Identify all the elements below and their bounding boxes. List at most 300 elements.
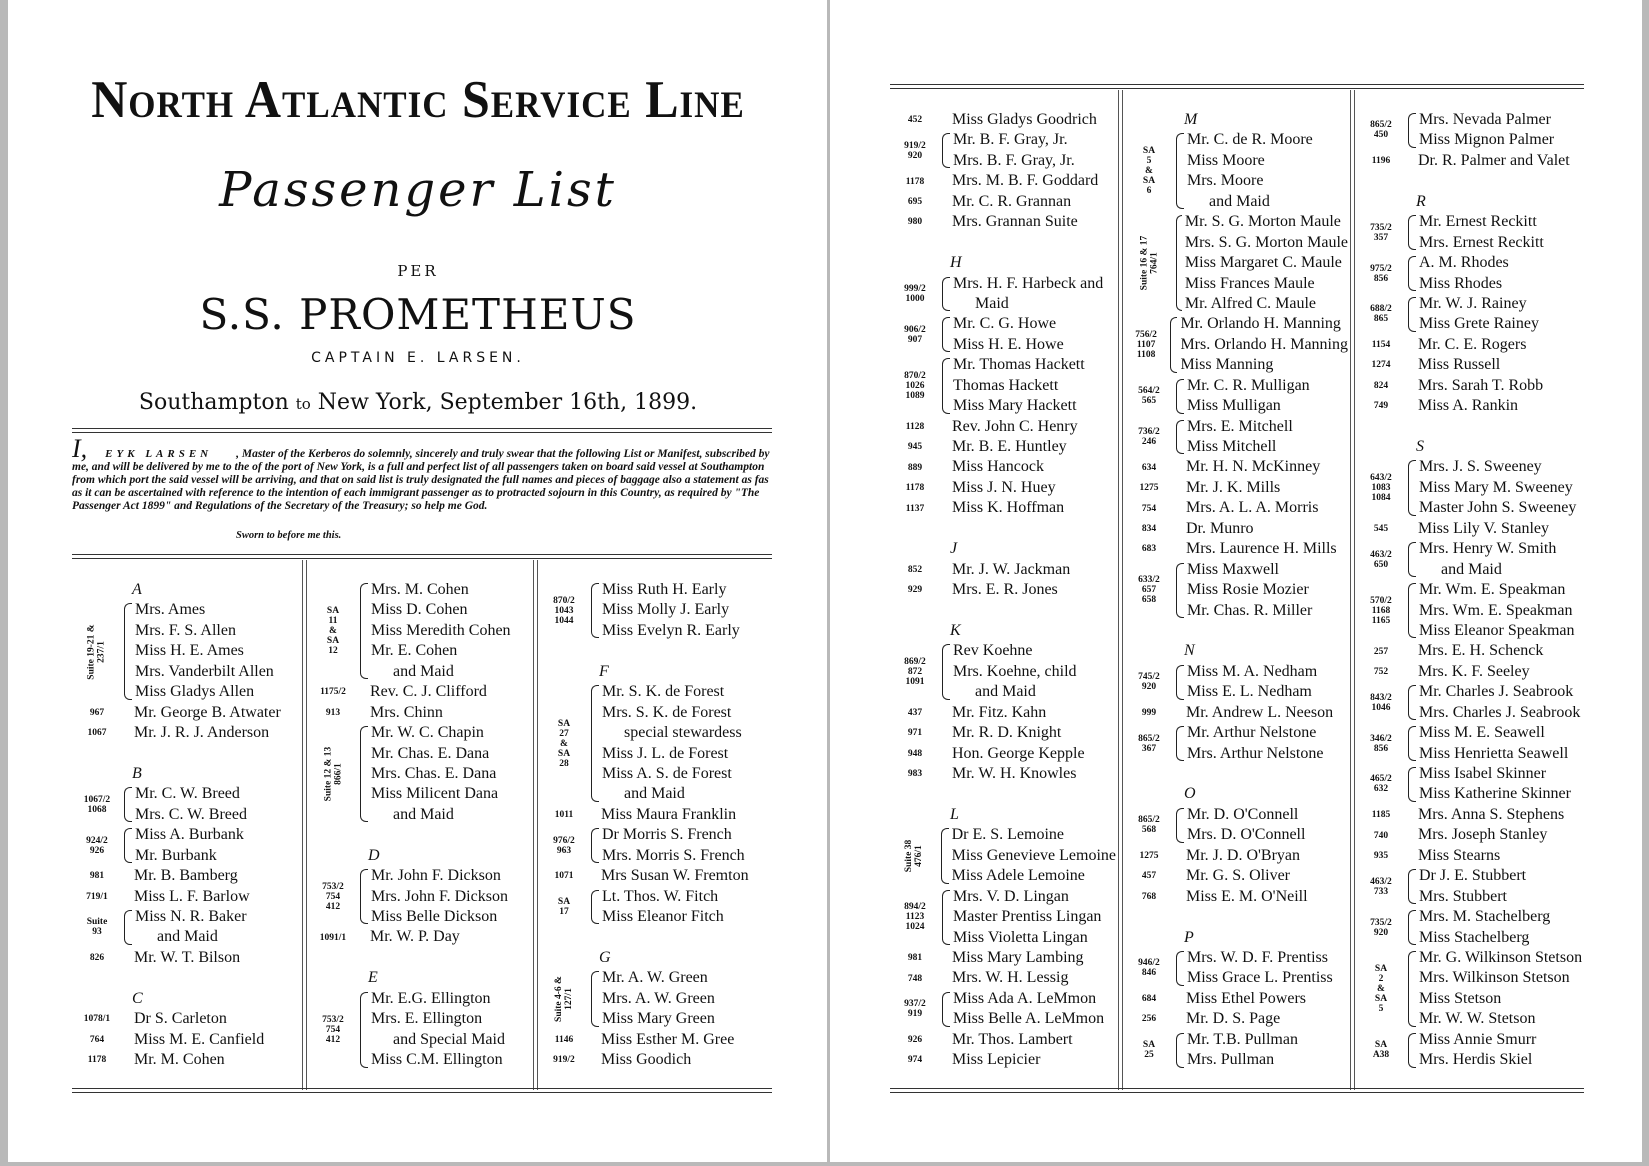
names <box>602 887 724 928</box>
passenger-entry <box>890 1030 1116 1050</box>
passenger-name: Miss Belle A. LeMmon <box>953 1010 1105 1028</box>
group-bracket <box>360 726 368 822</box>
passenger-name: Mrs. F. S. Allen <box>135 621 236 639</box>
room-number-text: 894/2 1123 1024 <box>904 902 926 933</box>
passenger-name: Mr. Alfred C. Maule <box>1184 294 1316 312</box>
passenger-name: and Maid <box>624 785 685 803</box>
bracket-spacer <box>940 948 952 968</box>
bracket-spacer <box>940 968 952 988</box>
names <box>1187 1030 1298 1071</box>
passenger-entry <box>308 723 530 825</box>
section-letter: J <box>950 540 958 558</box>
oath-text <box>72 434 772 513</box>
group-bracket <box>1408 113 1416 148</box>
names <box>952 192 1071 212</box>
passenger-entry <box>308 703 530 723</box>
room-number <box>1124 130 1174 212</box>
passenger-entry <box>1124 1030 1348 1071</box>
names <box>1419 294 1539 335</box>
passenger-entry <box>1124 212 1348 314</box>
names <box>1418 641 1543 661</box>
room-number <box>1124 723 1174 764</box>
room-number <box>890 212 940 232</box>
room-number <box>539 968 589 1029</box>
names <box>1419 682 1580 723</box>
room-number-text: 852 <box>907 564 923 575</box>
room-number <box>308 723 358 825</box>
room-number-text: SA 5 & SA 6 <box>1142 146 1156 197</box>
passenger-entry <box>539 887 773 928</box>
passenger-name: Miss C.M. Ellington <box>371 1051 503 1069</box>
passenger-entry <box>1356 723 1586 764</box>
names <box>952 478 1056 498</box>
room-number-text: 684 <box>1141 994 1157 1005</box>
passenger-name: Mr. Ernest Reckitt <box>1419 213 1537 231</box>
room-number <box>890 1030 940 1050</box>
room-number <box>1356 580 1406 641</box>
passenger-name: Mrs. Wm. E. Speakman <box>1419 601 1573 619</box>
names <box>1186 703 1333 723</box>
divider <box>72 428 772 433</box>
passenger-entry <box>1124 866 1348 886</box>
passenger-column <box>1124 110 1348 1071</box>
passenger-name: Miss H. E. Howe <box>953 335 1064 353</box>
passenger-entry <box>1356 825 1586 845</box>
passenger-name: and Maid <box>393 805 454 823</box>
passenger-name: Mr. D. S. Page <box>1186 1010 1281 1028</box>
room-number <box>539 580 589 641</box>
room-number-text: 971 <box>907 728 923 739</box>
passenger-name: Miss Annie Smurr <box>1419 1030 1537 1048</box>
group-bracket <box>1408 726 1416 761</box>
passenger-name: Miss Mary M. Sweeney <box>1419 478 1573 496</box>
room-number-text: 1175/2 <box>320 687 346 698</box>
names <box>371 580 511 682</box>
passenger-name: Mrs. Morris S. French <box>602 846 745 864</box>
names <box>1419 948 1582 1030</box>
room-number-text: 1091/1 <box>319 932 347 943</box>
names <box>370 927 460 947</box>
room-number-text: 976/2 963 <box>553 835 575 856</box>
passenger-name: Miss Ruth H. Early <box>602 581 727 598</box>
room-number-text: 437 <box>907 707 923 718</box>
room-number-text: 688/2 865 <box>1370 304 1392 325</box>
names <box>1419 1030 1536 1071</box>
group-bracket <box>1176 215 1182 311</box>
spacer <box>1124 621 1348 641</box>
room-number <box>1356 1030 1406 1071</box>
names <box>601 1050 691 1070</box>
section-letter: D <box>368 846 380 864</box>
passenger-name: Miss Margaret C. Maule <box>1184 254 1342 272</box>
room-number-text: Suite 12 & 13 866/1 <box>323 746 343 802</box>
passenger-name: Mrs. Sarah T. Robb <box>1418 376 1544 394</box>
passenger-name: Mr. W. J. Rainey <box>1419 294 1527 312</box>
spacer <box>890 601 1116 621</box>
passenger-entry <box>539 1030 773 1050</box>
passenger-name: Mr. Fitz. Kahn <box>952 703 1047 721</box>
passenger-name: Miss L. F. Barlow <box>134 887 250 905</box>
room-number <box>308 682 358 702</box>
passenger-name: Mrs. W. D. F. Prentiss <box>1187 948 1328 966</box>
bracket-spacer <box>940 192 952 212</box>
passenger-name: Lt. Thos. W. Fitch <box>602 887 719 905</box>
room-number <box>72 1050 122 1070</box>
room-number <box>890 825 939 886</box>
passenger-name: Mr. D. O'Connell <box>1187 805 1299 823</box>
passenger-name: Mr. B. F. Gray, Jr. <box>953 131 1068 149</box>
passenger-entry <box>1124 846 1348 866</box>
captain-name: CAPTAIN E. LARSEN. <box>311 350 525 366</box>
room-number <box>1356 682 1406 723</box>
bracket-spacer <box>1406 355 1418 375</box>
names <box>135 825 244 866</box>
names <box>134 1030 264 1050</box>
passenger-name: Mr. J. D. O'Bryan <box>1186 846 1300 864</box>
names <box>602 968 715 1029</box>
passenger-name: Mr. M. Cohen <box>134 1051 225 1069</box>
room-number-text: 919/2 <box>553 1055 575 1066</box>
group-bracket <box>1408 910 1416 945</box>
room-number <box>890 968 940 988</box>
column-divider <box>302 560 307 1090</box>
passenger-name: Mrs. Joseph Stanley <box>1418 826 1548 844</box>
passenger-name: Mr. E. Cohen <box>371 642 458 660</box>
passenger-entry <box>308 989 530 1071</box>
passenger-entry <box>1356 764 1586 805</box>
group-bracket <box>1408 869 1416 904</box>
bracket-spacer <box>1406 805 1418 825</box>
passenger-name: Mrs. Ames <box>135 601 206 619</box>
ship-name: S.S. PROMETHEUS <box>199 290 637 339</box>
group-bracket <box>360 992 368 1068</box>
names <box>952 723 1061 743</box>
passenger-name: Miss E. M. O'Neill <box>1186 887 1308 905</box>
room-number-text: 457 <box>1141 871 1157 882</box>
bracket-spacer <box>358 703 370 723</box>
group-bracket <box>1408 583 1416 638</box>
names <box>1187 948 1333 989</box>
room-number <box>308 866 358 927</box>
room-number-text: Suite 93 <box>86 917 108 938</box>
names <box>1186 457 1320 477</box>
passenger-column <box>890 110 1116 1071</box>
passenger-entry <box>1356 846 1586 866</box>
room-number <box>890 744 940 764</box>
room-number-text: 983 <box>907 769 923 780</box>
passenger-entry <box>1356 376 1586 396</box>
passenger-entry <box>1124 457 1348 477</box>
passenger-name: Mr. H. N. McKinney <box>1186 458 1321 476</box>
passenger-name: Miss Mignon Palmer <box>1419 131 1555 149</box>
passenger-entry <box>1124 498 1348 518</box>
passenger-name: Mr. W. H. Knowles <box>952 765 1077 782</box>
group-bracket <box>1176 951 1184 986</box>
passenger-entry <box>890 744 1116 764</box>
spacer <box>1124 907 1348 927</box>
room-number-text: 913 <box>325 707 341 718</box>
passenger-name: Rev Koehne <box>953 642 1033 660</box>
bracket-spacer <box>358 682 370 702</box>
passenger-name: Mrs. Laurence H. Mills <box>1186 540 1337 558</box>
passenger-entry <box>1356 212 1586 253</box>
room-number <box>1356 335 1406 355</box>
room-number <box>1356 355 1406 375</box>
passenger-name: Mr. W. C. Chapin <box>371 724 484 742</box>
passenger-name: Mrs. A. L. A. Morris <box>1186 499 1319 517</box>
column-divider <box>533 560 538 1090</box>
room-number <box>1356 866 1406 907</box>
passenger-column <box>308 580 530 1071</box>
passenger-entry <box>1124 130 1348 212</box>
room-number-text: 346/2 856 <box>1370 733 1392 754</box>
passenger-name: Miss Esther M. Gree <box>601 1030 735 1048</box>
room-number <box>890 110 940 130</box>
spacer <box>890 233 1116 253</box>
passenger-entry <box>1124 417 1348 458</box>
passenger-name: Mr. C. G. Howe <box>953 315 1057 333</box>
room-number <box>308 927 358 947</box>
passenger-name: Rev. C. J. Clifford <box>370 683 487 701</box>
names <box>1418 355 1500 375</box>
passenger-name: and Special Maid <box>393 1030 505 1048</box>
passenger-entry <box>1356 457 1586 518</box>
passenger-name: Maid <box>975 294 1009 312</box>
bracket-spacer <box>940 703 952 723</box>
passenger-entry <box>1356 805 1586 825</box>
passenger-entry <box>1124 989 1348 1009</box>
names <box>1180 314 1348 375</box>
column-divider <box>1118 90 1123 1090</box>
names <box>1186 478 1280 498</box>
names <box>1186 1009 1280 1029</box>
names <box>134 948 240 968</box>
passenger-entry <box>890 641 1116 702</box>
passenger-entry <box>1356 948 1586 1030</box>
passenger-name: Miss Belle Dickson <box>371 908 498 925</box>
group-bracket <box>360 583 368 679</box>
names <box>1186 846 1300 866</box>
room-number <box>1124 478 1174 498</box>
passenger-entry <box>1124 723 1348 764</box>
passenger-name: Mrs. Vanderbilt Allen <box>135 662 274 680</box>
route-destination-date: New York, September 16th, 1899. <box>317 390 698 415</box>
spacer <box>539 927 773 947</box>
passenger-name: Miss J. L. de Forest <box>602 744 729 762</box>
names <box>952 968 1068 988</box>
passenger-entry <box>1356 682 1586 723</box>
room-number-text: 945 <box>907 442 923 453</box>
passenger-entry <box>308 866 530 927</box>
passenger-name: Mr. Thos. Lambert <box>952 1030 1073 1048</box>
bracket-spacer <box>122 887 134 907</box>
passenger-name: Mr. George B. Atwater <box>134 703 281 721</box>
passenger-name: and Maid <box>157 928 218 946</box>
left-page <box>8 0 827 1162</box>
passenger-name: Miss Stachelberg <box>1419 928 1530 946</box>
names <box>1419 764 1571 805</box>
passenger-entry <box>890 192 1116 212</box>
passenger-name: Mrs. M. Cohen <box>371 581 469 598</box>
group-bracket <box>942 277 950 312</box>
group-bracket <box>1176 563 1184 618</box>
passenger-entry <box>1356 539 1586 580</box>
names <box>952 948 1084 968</box>
passenger-name: Miss A. S. de Forest <box>602 764 732 782</box>
passenger-entry <box>1356 396 1586 416</box>
passenger-name: and Maid <box>1209 192 1270 210</box>
passenger-name: Mrs. K. F. Seeley <box>1418 662 1530 680</box>
passenger-name: Mrs. A. W. Green <box>602 989 715 1007</box>
bracket-spacer <box>589 866 601 886</box>
room-number-text: 865/2 450 <box>1370 120 1392 141</box>
room-number-text: 463/2 650 <box>1370 549 1392 570</box>
passenger-name: Mr. G. Wilkinson Stetson <box>1419 948 1583 966</box>
room-number-text: SA 2 & SA 5 <box>1374 963 1388 1014</box>
names <box>1186 866 1290 886</box>
passenger-name: Miss Isabel Skinner <box>1419 765 1547 782</box>
passenger-entry <box>1356 580 1586 641</box>
section-letter: M <box>1184 111 1198 128</box>
passenger-name: Miss Stearns <box>1418 846 1501 864</box>
per-label: PER <box>397 262 439 280</box>
room-number <box>890 948 940 968</box>
passenger-column <box>539 580 773 1071</box>
route-from: Southampton <box>138 390 289 415</box>
names <box>602 682 742 805</box>
room-number-text: 1275 <box>1139 483 1159 494</box>
passenger-name: Miss Mitchell <box>1187 438 1277 455</box>
passenger-entry <box>890 968 1116 988</box>
names <box>952 437 1067 457</box>
passenger-entry <box>1356 355 1586 375</box>
passenger-column <box>72 580 300 1071</box>
passenger-name: Mr. B. E. Huntley <box>952 438 1067 455</box>
passenger-name: Master John S. Sweeney <box>1419 499 1577 517</box>
room-number-text: 740 <box>1373 830 1389 841</box>
room-number-text: 824 <box>1373 380 1389 391</box>
bracket-spacer <box>122 866 134 886</box>
room-number <box>890 764 940 784</box>
names <box>601 805 736 825</box>
passenger-entry <box>1124 703 1348 723</box>
group-bracket <box>942 644 950 699</box>
room-number <box>1356 253 1406 294</box>
room-number <box>890 580 940 600</box>
names <box>1418 662 1530 682</box>
group-bracket <box>942 317 950 352</box>
room-number <box>1124 1009 1174 1029</box>
room-number-text: 564/2 565 <box>1138 386 1160 407</box>
room-number <box>1356 519 1406 539</box>
room-number <box>1124 846 1174 866</box>
passenger-name: Miss Milicent Dana <box>371 785 499 803</box>
room-number-text: 735/2 357 <box>1370 222 1392 243</box>
room-number <box>890 560 940 580</box>
group-bracket <box>591 890 599 925</box>
names <box>1419 907 1550 948</box>
room-number <box>1124 417 1174 458</box>
room-number <box>1124 457 1174 477</box>
room-number-text: 1274 <box>1371 360 1391 371</box>
section-letter: K <box>950 621 961 639</box>
names <box>952 560 1070 580</box>
room-number-text: 967 <box>89 707 105 718</box>
room-number <box>1356 457 1406 518</box>
room-number-text: 869/2 872 1091 <box>904 657 926 688</box>
room-number <box>1356 151 1406 171</box>
bracket-spacer <box>1174 1009 1186 1029</box>
room-number <box>539 1030 589 1050</box>
passenger-entry <box>890 703 1116 723</box>
divider <box>72 1088 772 1093</box>
bracket-spacer <box>1406 662 1418 682</box>
group-bracket <box>591 828 599 863</box>
room-number-text: SA 25 <box>1142 1040 1156 1061</box>
room-number-text: 919/2 920 <box>904 140 926 161</box>
names <box>1187 417 1293 458</box>
bracket-spacer <box>122 723 134 743</box>
passenger-entry <box>890 130 1116 171</box>
room-number <box>72 866 122 886</box>
room-number <box>1356 396 1406 416</box>
bracket-spacer <box>940 212 952 232</box>
group-bracket <box>1408 542 1416 577</box>
names <box>1419 723 1568 764</box>
passenger-entry <box>72 887 300 907</box>
bracket-spacer <box>589 1050 601 1070</box>
group-bracket <box>942 133 950 168</box>
passenger-entry <box>890 314 1116 355</box>
passenger-entry <box>1124 805 1348 846</box>
section-letter: L <box>950 805 959 823</box>
bracket-spacer <box>940 498 952 518</box>
room-number-text: SA 17 <box>557 897 571 917</box>
names <box>952 417 1078 437</box>
passenger-entry <box>1124 662 1348 703</box>
room-number-text: 756/2 1107 1108 <box>1135 330 1157 361</box>
room-number <box>1356 948 1406 1030</box>
passenger-name: Mr. John F. Dickson <box>371 867 501 885</box>
passenger-entry <box>890 498 1116 518</box>
room-number-text: 999 <box>1141 707 1157 718</box>
passenger-name: Miss Rosie Mozier <box>1187 581 1309 599</box>
room-number-text: 643/2 1083 1084 <box>1370 473 1392 504</box>
room-number-text: 889 <box>907 462 923 473</box>
passenger-entry <box>1356 519 1586 539</box>
bracket-spacer <box>589 1030 601 1050</box>
passenger-name: Miss Mary Lambing <box>952 948 1084 966</box>
passenger-name: Mr. C. de R. Moore <box>1187 131 1313 149</box>
room-number <box>890 355 940 416</box>
group-bracket <box>1408 951 1416 1027</box>
passenger-name: Mrs. W. H. Lessig <box>952 969 1069 987</box>
room-number <box>1124 376 1174 417</box>
bracket-spacer <box>940 437 952 457</box>
names <box>1186 887 1308 907</box>
room-number-text: 870/2 1026 1089 <box>904 370 926 401</box>
bracket-spacer <box>1406 376 1418 396</box>
passenger-name: Mrs. B. F. Gray, Jr. <box>953 151 1075 169</box>
passenger-name: Dr S. Carleton <box>134 1010 227 1028</box>
names <box>952 825 1116 886</box>
room-number <box>539 1050 589 1070</box>
room-number <box>890 457 940 477</box>
room-number-text: 257 <box>1373 646 1389 657</box>
passenger-entry <box>890 948 1116 968</box>
passenger-entry <box>890 560 1116 580</box>
room-number-text: 843/2 1046 <box>1370 692 1392 713</box>
